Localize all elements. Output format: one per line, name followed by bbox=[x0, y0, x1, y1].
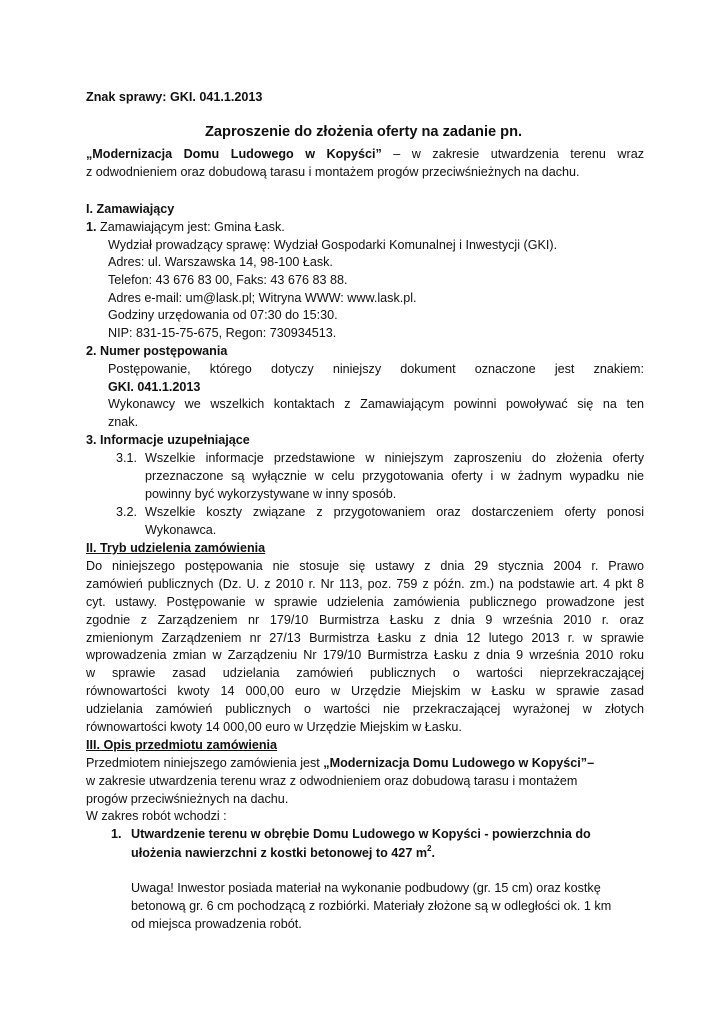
task-name: „Modernizacja Domu Ludowego w Kopyści” bbox=[86, 147, 382, 161]
section-2-heading: 2. Numer postępowania bbox=[86, 344, 228, 358]
section-iii-line-3: progów przeciwśnieżnych na dachu. bbox=[86, 792, 289, 806]
section-ii-line: w sprawie zasad udzielania zamówień publicznych o wartości nieprzekraczającej bbox=[86, 666, 644, 680]
orderer-email: Adres e-mail: um@lask.pl; Witryna WWW: www.lask.pl. bbox=[108, 291, 417, 305]
task-line-1 bbox=[86, 146, 644, 162]
section-3-1-line-3: powinny być wykorzystywane w inny sposób. bbox=[145, 487, 397, 501]
note-line-1: Uwaga! Inwestor posiada materiał na wykonanie podbudowy (gr. 15 cm) oraz kostkę bbox=[131, 881, 601, 895]
orderer-address: Adres: ul. Warszawska 14, 98-100 Łask. bbox=[108, 255, 333, 269]
section-3-1-line-2: przeznaczone są wyłącznie w celu przygotowania oferty i w żadnym wypadku nie bbox=[145, 469, 644, 483]
work-item-number: 1. bbox=[111, 827, 122, 841]
section-2-line-3: znak. bbox=[108, 415, 139, 429]
section-1-item-number: 1. bbox=[86, 220, 97, 234]
orderer-department: Wydział prowadzący sprawę: Wydział Gospodarki Komunalnej i Inwestycji (GKI). bbox=[108, 238, 558, 252]
section-1-heading: I. Zamawiający bbox=[86, 202, 175, 216]
section-ii-line: równowartości kwoty 14 000,00 euro w Urzędzie Miejskim w Łasku. bbox=[86, 720, 462, 734]
task-desc-1: – w zakresie utwardzenia terenu wraz bbox=[393, 147, 644, 161]
section-iii-heading: III. Opis przedmiotu zamówienia bbox=[86, 738, 278, 752]
work-item-line-2-end: . bbox=[431, 846, 435, 860]
work-item-line-2-text: ułożenia nawierzchni z kostki betonowej to 427 m bbox=[131, 846, 428, 860]
section-2-line-1: Postępowanie, którego dotyczy niniejszy dokument oznaczone jest znakiem: bbox=[108, 362, 644, 376]
task-line-2: z odwodnieniem oraz dobudową tarasu i montażem progów przeciwśnieżnych na dachu. bbox=[86, 165, 580, 179]
section-ii-line: wprowadzenia zmian w Zarządzeniu Nr 179/10 Burmistrza Łasku z dnia 9 września 2010 roku bbox=[86, 648, 644, 662]
section-1-item-text: Zamawiającym jest: Gmina Łask. bbox=[100, 220, 285, 234]
section-ii-line: cyt. ustawy. Postępowanie w sprawie udzielenia zamówienia publicznego prowadzone jest bbox=[86, 595, 644, 609]
section-iii-task-name: „Modernizacja Domu Ludowego w Kopyści”– bbox=[323, 756, 595, 770]
section-3-1-line-1: Wszelkie informacje przedstawione w niniejszym zaproszeniu do złożenia oferty bbox=[145, 451, 644, 465]
section-iii-line-1-text: Przedmiotem niniejszego zamówienia jest bbox=[86, 756, 324, 770]
section-ii-line: Do niniejszego postępowania nie stosuje się ustawy z dnia 29 stycznia 2004 r. Prawo bbox=[86, 559, 644, 573]
section-3-2-number: 3.2. bbox=[116, 505, 138, 519]
document-title: Zaproszenie do złożenia oferty na zadanie pn. bbox=[205, 124, 523, 140]
section-iii-line-4: W zakres robót wchodzi : bbox=[86, 809, 227, 823]
orderer-hours: Godziny urzędowania od 07:30 do 15:30. bbox=[108, 308, 338, 322]
note-line-3: od miejsca prowadzenia robót. bbox=[131, 917, 302, 931]
section-3-2-line-2: Wykonawca. bbox=[145, 523, 217, 537]
section-ii-line: zmienionym Zarządzeniem nr 27/13 Burmistrza Łasku z dnia 12 lutego 2013 r. w sprawie bbox=[86, 631, 644, 645]
section-ii-line: zgodnie z Zarządzeniem nr 179/10 Burmistrza Łasku z dnia 9 września 2010 r. oraz bbox=[86, 613, 644, 627]
area-unit-exponent: 2 bbox=[427, 844, 432, 853]
section-3-1-number: 3.1. bbox=[116, 451, 138, 465]
section-1-item bbox=[86, 219, 285, 235]
section-ii-line: równowartości kwoty 14 000,00 euro w Urzędzie Miejskim w Łasku w sprawie zasad bbox=[86, 684, 644, 698]
section-3-2-line-1: Wszelkie koszty związane z przygotowaniem oraz dostarczeniem oferty ponosi bbox=[145, 505, 644, 519]
work-item-line-1: Utwardzenie terenu w obrębie Domu Ludowego w Kopyści - powierzchnia do bbox=[131, 827, 591, 841]
section-iii-line-1 bbox=[86, 755, 594, 771]
section-2-line-2: Wykonawcy we wszelkich kontaktach z Zamawiającym powinni powoływać się na ten bbox=[108, 397, 644, 411]
section-3-heading: 3. Informacje uzupełniające bbox=[86, 433, 250, 447]
section-2-code: GKI. 041.1.2013 bbox=[108, 380, 201, 394]
section-ii-heading: II. Tryb udzielenia zamówienia bbox=[86, 541, 266, 555]
section-ii-line: zamówień publicznych (Dz. U. z 2010 r. Nr 113, poz. 759 z późn. zm.) na podstawie art. 4 pkt 8 bbox=[86, 577, 644, 591]
work-item-line-2 bbox=[131, 845, 435, 861]
section-ii-line: udzielania zamówień publicznych o wartości nie przekraczającej wyrażonej w złotych bbox=[86, 702, 644, 716]
case-reference: Znak sprawy: GKI. 041.1.2013 bbox=[86, 90, 263, 104]
orderer-phone: Telefon: 43 676 83 00, Faks: 43 676 83 88. bbox=[108, 273, 348, 287]
note-line-2: betonową gr. 6 cm pochodzącą z rozbiórki. Materiały złożone są w odległości ok. 1 km bbox=[131, 899, 612, 913]
section-iii-line-2: w zakresie utwardzenia terenu wraz z odwodnieniem oraz dobudową tarasu i montażem bbox=[86, 774, 578, 788]
orderer-tax-ids: NIP: 831-15-75-675, Regon: 730934513. bbox=[108, 326, 337, 340]
